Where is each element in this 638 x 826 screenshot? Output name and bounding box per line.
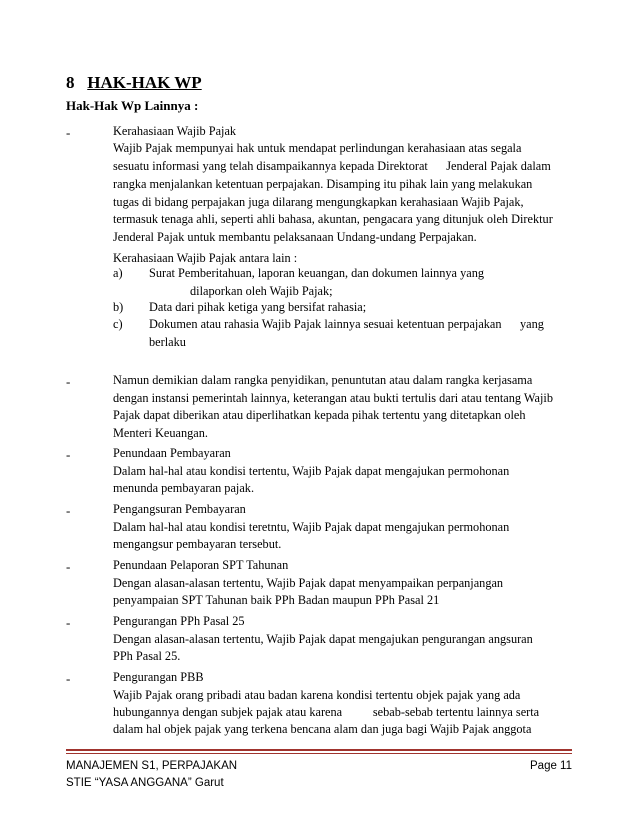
item-title: Pengurangan PPh Pasal 25 bbox=[113, 614, 245, 628]
paragraph-line: Dengan alasan-alasan tertentu, Wajib Pajak dapat mengajukan pengurangan angsuran bbox=[113, 632, 533, 646]
section-title: HAK-HAK WP bbox=[87, 73, 202, 92]
footer-rule bbox=[66, 753, 572, 754]
paragraph-line: Wajib Pajak orang pribadi atau badan karena kondisi tertentu objek pajak yang ada bbox=[113, 688, 521, 702]
paragraph-line: penyampaian SPT Tahunan baik PPh Badan maupun PPh Pasal 21 bbox=[113, 593, 440, 607]
paragraph-line: menunda pembayaran pajak. bbox=[113, 481, 255, 495]
page-number: Page 11 bbox=[530, 760, 572, 772]
subheading: Hak-Hak Wp Lainnya : bbox=[66, 98, 199, 113]
paragraph-line: dalam hal objek pajak yang terkena bencana alam dan juga bagi Wajib Pajak anggota bbox=[113, 722, 532, 736]
paragraph-line: Wajib Pajak mempunyai hak untuk mendapat perlindungan kerahasiaan atas segala bbox=[113, 141, 522, 155]
item-title: Penundaan Pelaporan SPT Tahunan bbox=[113, 558, 289, 572]
footer-course: MANAJEMEN S1, PERPAJAKAN bbox=[66, 760, 238, 772]
paragraph-line: hubungannya dengan subjek pajak atau karena sebab-sebab tertentu lainnya serta bbox=[113, 705, 540, 719]
paragraph-line: Pajak dapat diberikan atau diperlihatkan kepada pihak tertentu yang ditetapkan oleh bbox=[113, 408, 526, 422]
paragraph-line: mengangsur pembayaran tersebut. bbox=[113, 537, 282, 551]
paragraph-line: Dalam hal-hal atau kondisi teretntu, Wajib Pajak dapat mengajukan permohonan bbox=[113, 520, 510, 534]
bullet: - bbox=[66, 447, 71, 462]
item-title: Pengurangan PBB bbox=[113, 670, 204, 684]
bullet: - bbox=[66, 503, 71, 518]
paragraph-line: Dalam hal-hal atau kondisi tertentu, Wajib Pajak dapat mengajukan permohonan bbox=[113, 464, 510, 478]
list-label: a) bbox=[113, 266, 123, 280]
list-label: b) bbox=[113, 300, 124, 314]
paragraph-line: Namun demikian dalam rangka penyidikan, penuntutan atau dalam rangka kerjasama bbox=[113, 373, 533, 387]
bullet: - bbox=[66, 125, 71, 140]
footer-rule bbox=[66, 749, 572, 751]
list-item-continuation: dilaporkan oleh Wajib Pajak; bbox=[190, 284, 333, 298]
section-number: 8 bbox=[66, 73, 75, 92]
paragraph-line: termasuk tenaga ahli, seperti ahli bahasa, akuntan, pengacara yang ditunjuk oleh Direktur bbox=[113, 212, 553, 226]
paragraph-line: sesuatu informasi yang telah disampaikannya kepada Direktorat Jenderal Pajak dalam bbox=[113, 159, 551, 173]
bullet: - bbox=[66, 615, 71, 630]
list-item: Dokumen atau rahasia Wajib Pajak lainnya sesuai ketentuan perpajakan yang bbox=[149, 317, 544, 331]
list-item: Surat Pemberitahuan, laporan keuangan, dan dokumen lainnya yang bbox=[149, 266, 484, 280]
paragraph-line: rangka menjalankan ketentuan perpajakan. Disamping itu pihak lain yang melakukan bbox=[113, 177, 533, 191]
paragraph-line: tugas di bidang perpajakan juga dilarang mengungkapkan kerahasiaan Wajib Pajak, bbox=[113, 195, 524, 209]
section-heading bbox=[66, 73, 202, 93]
bullet: - bbox=[66, 559, 71, 574]
bullet: - bbox=[66, 374, 71, 389]
paragraph-line: PPh Pasal 25. bbox=[113, 649, 181, 663]
item-title: Pengangsuran Pembayaran bbox=[113, 502, 246, 516]
item-title: Penundaan Pembayaran bbox=[113, 446, 231, 460]
paragraph-line: dengan instansi pemerintah lainnya, keterangan atau bukti tertulis dari atau tentang Wajib bbox=[113, 391, 553, 405]
paragraph-line: Dengan alasan-alasan tertentu, Wajib Pajak dapat menyampaikan perpanjangan bbox=[113, 576, 504, 590]
footer-institution: STIE “YASA ANGGANA” Garut bbox=[66, 777, 224, 789]
paragraph-line: Jenderal Pajak untuk membantu pelaksanaan Undang-undang Perpajakan. bbox=[113, 230, 477, 244]
list-intro: Kerahasiaan Wajib Pajak antara lain : bbox=[113, 251, 298, 265]
list-item: Data dari pihak ketiga yang bersifat rahasia; bbox=[149, 300, 367, 314]
bullet: - bbox=[66, 671, 71, 686]
list-item-continuation: berlaku bbox=[149, 335, 186, 349]
list-label: c) bbox=[113, 317, 123, 331]
paragraph-line: Menteri Keuangan. bbox=[113, 426, 208, 440]
item-title: Kerahasiaan Wajib Pajak bbox=[113, 124, 237, 138]
